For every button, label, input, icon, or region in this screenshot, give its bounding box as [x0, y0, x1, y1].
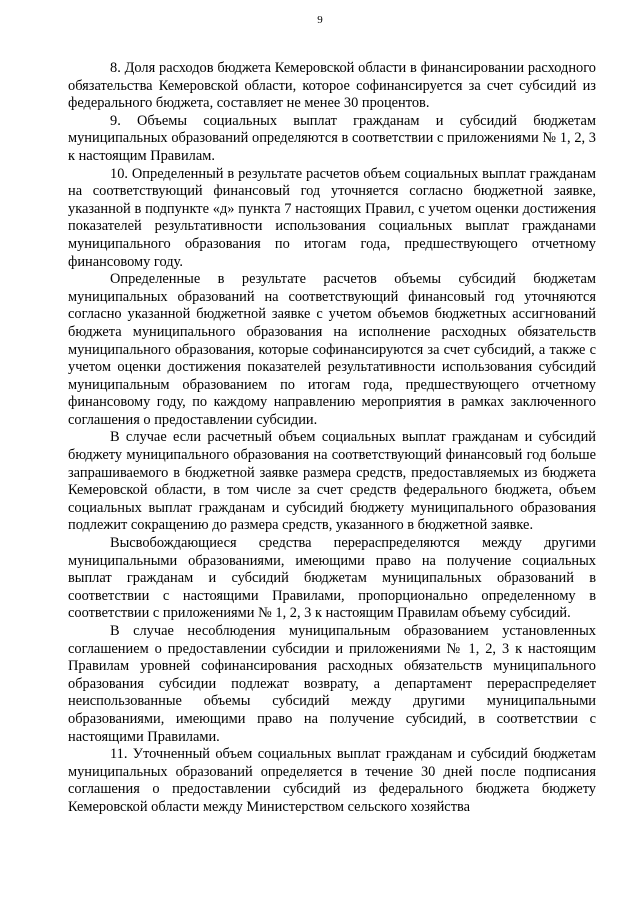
paragraph-item-11: 11. Уточненный объем социальных выплат гражданам и субсидий бюджетам муниципальных образований определяется в течение 30 дней после подписания соглашения о предоставлении субсидий из федерального бюджета бюджету Кемеровской области между Министерством сельского хозяйства — [68, 746, 596, 815]
paragraph-item-9: 9. Объемы социальных выплат гражданам и субсидий бюджетам муниципальных образований определяются в соответствии с приложениями № 1, 2, 3 к настоящим Правилам. — [68, 112, 596, 164]
paragraph-noncompliance: В случае несоблюдения муниципальным образованием установленных соглашением о предоставлении субсидии и приложениями № 1, 2, 3 к настоящим Правилам уровней софинансирования расходных обязательств муниципального образования субсидии подлежат возврату, а департамент перераспределяет неиспользованные объемы субсидий между другими муниципальными образованиями, имеющими право на получение субсидий, в соответствии с настоящими Правилами. — [68, 623, 596, 745]
paragraph-item-10: 10. Определенный в результате расчетов объем социальных выплат гражданам на соответствующий финансовый год уточняется согласно бюджетной заявке, указанной в подпункте «д» пункта 7 настоящих Правил, с учетом оценки достижения показателей результативности использования социальных выплат гражданами муниципального образования по итогам года, предшествующего отчетному финансовому году. — [68, 165, 596, 270]
paragraph-subsidy-volumes: Определенные в результате расчетов объемы субсидий бюджетам муниципальных образований на соответствующий финансовый год уточняются согласно указанной бюджетной заявке с учетом объемов бюджетных ассигнований бюджета муниципального образования на исполнение расходных обязательств муниципального образования, которые софинансируются за счет субсидий, а также с учетом оценки достижения показателей результативности использования субсидий муниципальным образованием по итогам года, предшествующего отчетному финансовому году, по каждому направлению мероприятия в рамках заключенного соглашения о предоставлении субсидии. — [68, 271, 596, 428]
document-body — [68, 60, 596, 817]
paragraph-reduction-case: В случае если расчетный объем социальных выплат гражданам и субсидий бюджету муниципального образования на соответствующий финансовый год больше запрашиваемого в бюджетной заявке размера средств, предоставляемых из бюджета Кемеровской области, в том числе за счет средств федерального бюджета, объем социальных выплат гражданам и субсидий бюджету муниципального образования подлежит сокращению до размера средств, указанного в бюджетной заявке. — [68, 429, 596, 534]
page-number: 9 — [317, 14, 323, 26]
paragraph-item-8: 8. Доля расходов бюджета Кемеровской области в финансировании расходного обязательства Кемеровской области, которое софинансируется за счет субсидий из федерального бюджета, составляет не менее 30 процентов. — [68, 60, 596, 112]
paragraph-redistribution: Высвобождающиеся средства перераспределяются между другими муниципальными образованиями, имеющими право на получение социальных выплат гражданам и субсидий бюджетам муниципальных образований в соответствии с настоящими Правилами, пропорционально определенному в соответствии с приложениями № 1, 2, 3 к настоящим Правилам объему субсидий. — [68, 535, 596, 622]
